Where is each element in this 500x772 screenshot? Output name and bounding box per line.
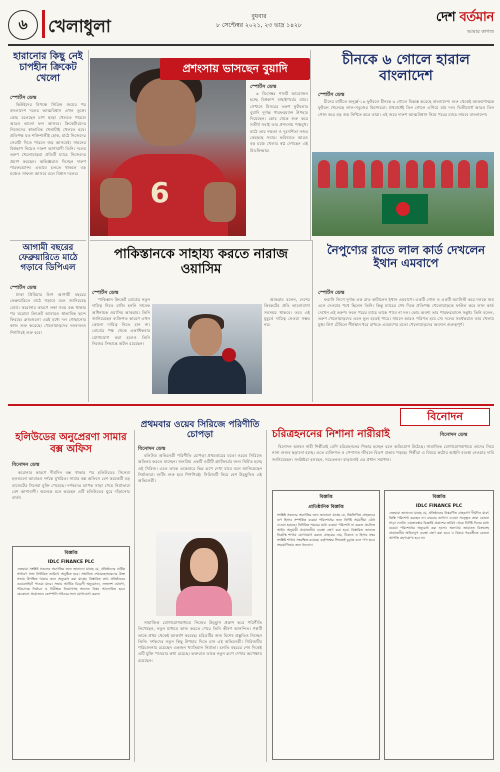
- right-notice-2-title: বিজ্ঞপ্তি: [432, 495, 446, 500]
- right-notice-2: [384, 490, 494, 760]
- right-notice-2-body: এতদ্বারা জানানো যাচ্ছে যে, প্রতিষ্ঠানের নিম্নবর্ণিত গ্রাহকগণ দীর্ঘদিন যাবৎ কিস্তি পরিশোধ করছেন না। বারবার তাগাদা দেওয়া সত্ত্বেও তারা কোনো সাড়া দেননি। এমতাবস্থায় বিজ্ঞপ্তি প্রকাশের তারিখ থেকে নির্দিষ্ট দিনের মধ্যে বকেয়া পরিশোধের অনুরোধ করা হলো। অন্যথায় জামানত বিক্রয়সহ প্রয়োজনীয় আইনানুগ ব্যবস্থা গ্রহণ করা হবে। এ বিষয়ে পরবর্তীতে কোনো আপত্তি গ্রহণযোগ্য হবে না।: [389, 511, 489, 540]
- china-byline: স্পোর্টস ডেস্ক: [318, 92, 345, 98]
- section-title: [48, 14, 111, 42]
- player-headline: প্রশংসায় ভাসছেন বুয়াদি: [160, 58, 310, 80]
- priyanka-headline: প্রথমবার ওয়েব সিরিজে পরিণীতি চোপড়া: [140, 420, 260, 441]
- right-notice-1-body: সংশ্লিষ্ট সকলের অবগতির জন্য জানানো যাচ্ছে যে, নিম্নলিখিত গ্রাহকদের ঋণ হিসাব সম্পর্কিত বকেয়া পরিশোধের জন্য নির্দিষ্ট সময়সীমা বেঁধে দেওয়া হয়েছে। নির্ধারিত সময়ের মধ্যে বকেয়া পরিশোধ না করলে প্রচলিত আইন অনুযায়ী প্রয়োজনীয় ব্যবস্থা গ্রহণ করা হবে। বিস্তারিত জানতে নিকটস্থ শাখায় যোগাযোগ করুন। গ্রাহকের নাম, ঠিকানা ও হিসাব নম্বর সংশ্লিষ্ট শাখায় সংরক্ষিত রয়েছে। কর্তৃপক্ষের সিদ্ধান্তই চূড়ান্ত বলে গণ্য হবে। সহযোগিতার জন্য ধন্যবাদ।: [277, 513, 375, 547]
- china-body: চীনের মাটিতে অনূর্ধ্ব-১৬ ফুটবলে চীনকে ৬ গোলে বিধ্বস্ত করেছে বাংলাদেশ। শুরু থেকেই আক্রমণাত্মক ফুটবল খেলেছে লাল-সবুজের কিশোররা। প্রথমার্ধেই তিন গোলে এগিয়ে যায় দল। দ্বিতীয়ার্ধে আরও তিন গোল করে বড় জয় নিশ্চিত করে তারা। এই জয়ে দারুণ আত্মবিশ্বাস নিয়ে পরের ম্যাচে নামবে বাংলাদেশ।: [318, 99, 494, 117]
- player-byline: স্পোর্টস ডেস্ক: [250, 84, 277, 90]
- hollywood-byline: বিনোদন ডেস্ক: [12, 462, 40, 468]
- left-notice-company: IDLC FINANCE PLC: [47, 560, 95, 565]
- left-divider: [10, 240, 86, 241]
- character-body: বিনোদন অঙ্গনে নারী শিল্পীরাই বেশি চরিত্রহননের শিকার হচ্ছেন বলে অভিযোগ উঠেছে। সামাজিক যোগাযোগমাধ্যমে তাদের নিয়ে নানা গুজব ছড়ানো হচ্ছে। এতে ব্যক্তিগত ও পেশাগত জীবনে বিরূপ প্রভাব পড়ছে। শিল্পীরা এ বিষয়ে কঠোর আইনি ব্যবস্থা নেওয়ার দাবি জানিয়েছেন। সংশ্লিষ্টরা বলছেন, সচেতনতা বাড়ানোই এর প্রধান সমাধান।: [272, 444, 494, 462]
- china-headline: চীনকে ৬ গোলে হারাল বাংলাদেশ: [342, 52, 470, 85]
- mbappe-byline: স্পোর্টস ডেস্ক: [318, 290, 345, 296]
- logo-text: দেশ বর্তমান: [436, 10, 494, 25]
- column-rule-2: [310, 50, 311, 240]
- character-byline: বিনোদন ডেস্ক: [440, 432, 468, 438]
- pakistan-body-1: পাকিস্তান ক্রিকেট বোর্ডের নতুন দায়িত্ব নিতে রাজি হননি সাবেক অধিনায়ক ওয়াসিম আকরাম। তিনি জানিয়েছেন ব্যক্তিগত কারণে এখন কোনো দায়িত্ব নিতে চান না। বোর্ডের পক্ষ থেকে একাধিকবার যোগাযোগ করা হলেও তিনি নিজের সিদ্ধান্তে অটল রয়েছেন।: [92, 297, 150, 347]
- left-notice-title: বিজ্ঞপ্তি: [64, 551, 78, 556]
- pakistan-byline: স্পোর্টস ডেস্ক: [92, 290, 119, 296]
- column-rule-5: [266, 430, 267, 762]
- character-headline: চরিত্রহননের নিশানা নারীরাই: [272, 428, 390, 440]
- team-photo: [312, 152, 494, 236]
- date-line: [204, 12, 314, 30]
- player-photo: [90, 58, 246, 236]
- priyanka-byline: বিনোদন ডেস্ক: [138, 446, 166, 452]
- column-rule-3: [312, 240, 313, 402]
- pakistan-body-2: আকরাম বলেন, দেশের ক্রিকেটের প্রতি ভালোবাসা সবসময় থাকবে। তবে এই মুহূর্তে দায়িত্ব নেওয়া সম্ভব নয়।: [264, 297, 310, 328]
- page-number: ৬: [8, 10, 38, 40]
- wasim-photo: [152, 304, 262, 394]
- asia-headline: আগামী বছরের ফেব্রুয়ারিতে মাঠে গড়াবে ডিপিএল: [18, 243, 78, 273]
- page-header: [8, 6, 494, 44]
- masthead-logo: [404, 8, 494, 40]
- weekday: বুধবার: [251, 13, 267, 20]
- haaland-headline: হারানোর কিছু নেই চাপহীন ক্রিকেট খেলো: [13, 51, 83, 84]
- hollywood-headline: হলিউডের অনুপ্রেরণা সামার বক্স অফিস: [15, 432, 127, 455]
- left-notice: [12, 546, 130, 760]
- binodon-rule: [8, 404, 494, 406]
- section-label: খেলাধুলা: [48, 17, 111, 37]
- mbappe-body: ফরাসি লিগে দুর্দান্ত এক রাত কাটালেন ইথান এমবাপে। একটি গোল ও একটি অ্যাসিস্ট করে দলকে জয় এনে দেওয়ার পথে ছিলেন তিনি। কিন্তু ম্যাচের শেষ দিকে প্রতিপক্ষ খেলোয়াড়কে ফাউল করে লাল কার্ড দেখেন এই তরুণ। ফলে পরের ম্যাচে তাকে পাবে না দল। কোচ অবশ্য তার পারফরম্যান্সে সন্তুষ্ট। তিনি বলেন, তরুণ খেলোয়াড়দের এমন ভুল হতেই পারে। সামনে আরও পরিণত হবে সে। দলের সমর্থকরাও তার খেলায় মুগ্ধ। লিগ টেবিলে শীর্ষস্থান ধরে রাখতে এমবাপের মতো খেলোয়াড়দের অবদান গুরুত্বপূর্ণ।: [318, 297, 494, 328]
- priyanka-body-1: বলিউড অভিনেত্রী পরিণীতি চোপড়া প্রথমবারের মতো ওয়েব সিরিজে অভিনয় করতে যাচ্ছেন। জনপ্রিয় একটি ওটিটি প্ল্যাটফর্মের জন্য নির্মিত হচ্ছে এই সিরিজ। এতে তাকে একেবারে ভিন্ন রূপে দেখা যাবে বলে জানিয়েছেন নির্মাতারা। শুটিং শুরু হবে শিগগিরই। সিরিজটি নিয়ে বেশ উচ্ছ্বসিত এই অভিনেত্রী।: [138, 453, 262, 484]
- priyanka-body-2: সামাজিক যোগাযোগমাধ্যমে নিজের উচ্ছ্বাস প্রকাশ করে পরিণীতি লিখেছেন, নতুন মাধ্যমে কাজ করতে পেরে তিনি ভীষণ আনন্দিত। গল্পটি তাকে প্রথম থেকেই আকর্ষণ করেছে। চরিত্রটির জন্য বিশেষ প্রস্তুতিও নিচ্ছেন তিনি। দর্শকদের নতুন কিছু উপহার দিতে চান এই অভিনেত্রী। সিরিজটির পরিচালনায় রয়েছেন একজন খ্যাতিমান নির্মাতা। চলতি বছরের শেষ দিকেই এটি মুক্তি পাওয়ার কথা রয়েছে। ভক্তরাও তাকে নতুন রূপে দেখার অপেক্ষায় রয়েছেন।: [138, 620, 262, 663]
- header-rule: [8, 44, 494, 46]
- column-rule-1: [88, 50, 89, 402]
- mid-divider: [90, 240, 312, 241]
- hollywood-body: করোনার কারণে দীর্ঘদিন বন্ধ থাকার পর হলিউডের সিনেমা হলগুলো আবারও দর্শকে মুখরিত। সামার বক্স অফিসে বেশ কয়েকটি বড় বাজেটের সিনেমা মুক্তি পেয়েছে। দর্শকদের ব্যাপক সাড়া পেয়ে নির্মাতারা বেশ আশাবাদী। অনেকে মনে করছেন এটি হলিউডের ঘুরে দাঁড়ানোর বার্তা।: [12, 470, 130, 501]
- right-notice-1: [272, 490, 380, 760]
- pakistan-headline: পাকিস্তানকে সাহায্য করতে নারাজ ওয়াসিম: [114, 247, 288, 277]
- mbappe-headline: নৈপুণ্যের রাতে লাল কার্ড দেখলেন ইথান এমবাপে: [326, 243, 486, 271]
- left-notice-body: এতদ্বারা সংশ্লিষ্ট সকলের অবগতির জন্য জানানো যাচ্ছে যে, প্রতিষ্ঠানের বার্ষিক সাধারণ সভা নির্ধারিত তারিখে অনুষ্ঠিত হবে। সম্মানিত শেয়ারহোল্ডারদের উক্ত সভায় উপস্থিত থাকার জন্য অনুরোধ করা যাচ্ছে। বিস্তারিত তথ্য প্রতিষ্ঠানের ওয়েবসাইটে পাওয়া যাবে। সভায় আর্থিক বিবরণী অনুমোদন, লভ্যাংশ ঘোষণা, পরিচালক নির্বাচন ও নিরীক্ষক নিয়োগসহ অন্যান্য বিষয় আলোচিত হবে। যেকোনো প্রয়োজনে কোম্পানি সচিবের সঙ্গে যোগাযোগ করুন।: [17, 567, 125, 596]
- asia-byline: স্পোর্টস ডেস্ক: [10, 285, 37, 291]
- asia-body: ঢাকা প্রিমিয়ার লিগ আগামী বছরের ফেব্রুয়ারিতে মাঠে গড়াবে বলে জানিয়েছে বোর্ড। করোনার কারণে লম্বা সময় বন্ধ থাকার পর ঘরোয়া ক্রিকেট আবারও স্বাভাবিক ছন্দে ফিরছে। ক্লাবগুলো এরই মধ্যে দল গোছানোর কাজ শুরু করেছে। খেলোয়াড়দের দলবদলও শিগগিরই শুরু হবে।: [10, 292, 86, 335]
- actress-photo: [156, 532, 252, 616]
- haaland-body: কিউইদের বিপক্ষে সিরিজ জয়ের পর বাংলাদেশ দলের আত্মবিশ্বাস এখন তুঙ্গে। কোচ বলেছেন চাপ ছাড়া খেলতে পারলে আরও ভালো ফল আসবে। ক্রিকেটারদের নিজেদের স্বাভাবিক খেলাটাই খেলতে হবে। প্রতিপক্ষ যত শক্তিশালীই হোক, মাঠে নিজেদের সেরাটা দিতে পারলে জয় আসবেই। সামনের বিশ্বকাপ নিয়েও দারুণ আশাবাদী তিনি। দলের তরুণ খেলোয়াড়রা প্রতিটি ম্যাচে নিজেদের প্রমাণ করছেন। অভিজ্ঞরাও দিচ্ছেন দারুণ পারফরম্যান্স। এভাবে চলতে থাকলে বড় মঞ্চেও সাফল্য আসবে বলে বিশ্বাস দলের।: [10, 102, 86, 177]
- logo-tagline: আমার কাগজ: [466, 29, 494, 35]
- player-body: ৬ ডিসেম্বর শার্লট আয়োজন হচ্ছে বিশ্বকাপ বাছাইপর্বের ম্যাচ। সেখানে মিসরের তরুণ ফুটবলার বুয়াদি দুর্দান্ত পারফরম্যান্স উপহার দিয়েছেন। কোচ থেকে শুরু করে সতীর্থ সবাই তার প্রশংসায় পঞ্চমুখ। মাঠে তার দক্ষতা ও দূরদর্শিতা নজর কেড়েছে সবার। ভবিষ্যতে আরও বড় মঞ্চে খেলার স্বপ্ন দেখছেন এই মিডফিল্ডার।: [250, 91, 308, 153]
- date: ৮ সেপ্টেম্বর ২০২১, ২৩ ভাদ্র ১৪২৮: [216, 22, 302, 29]
- right-notice-1-title: বিজ্ঞপ্তি: [319, 495, 333, 500]
- section-divider: [42, 10, 45, 38]
- jersey-number: 6: [150, 176, 170, 209]
- binodon-label: বিনোদন: [400, 408, 490, 426]
- haaland-byline: স্পোর্টস ডেস্ক: [10, 95, 37, 101]
- bangladesh-flag: [382, 194, 428, 224]
- right-notice-2-company: IDLC FINANCE PLC: [415, 504, 463, 509]
- column-rule-4: [134, 430, 135, 762]
- right-notice-1-subtitle: প্রাতিষ্ঠানিক বিজ্ঞপ্তি: [308, 505, 344, 510]
